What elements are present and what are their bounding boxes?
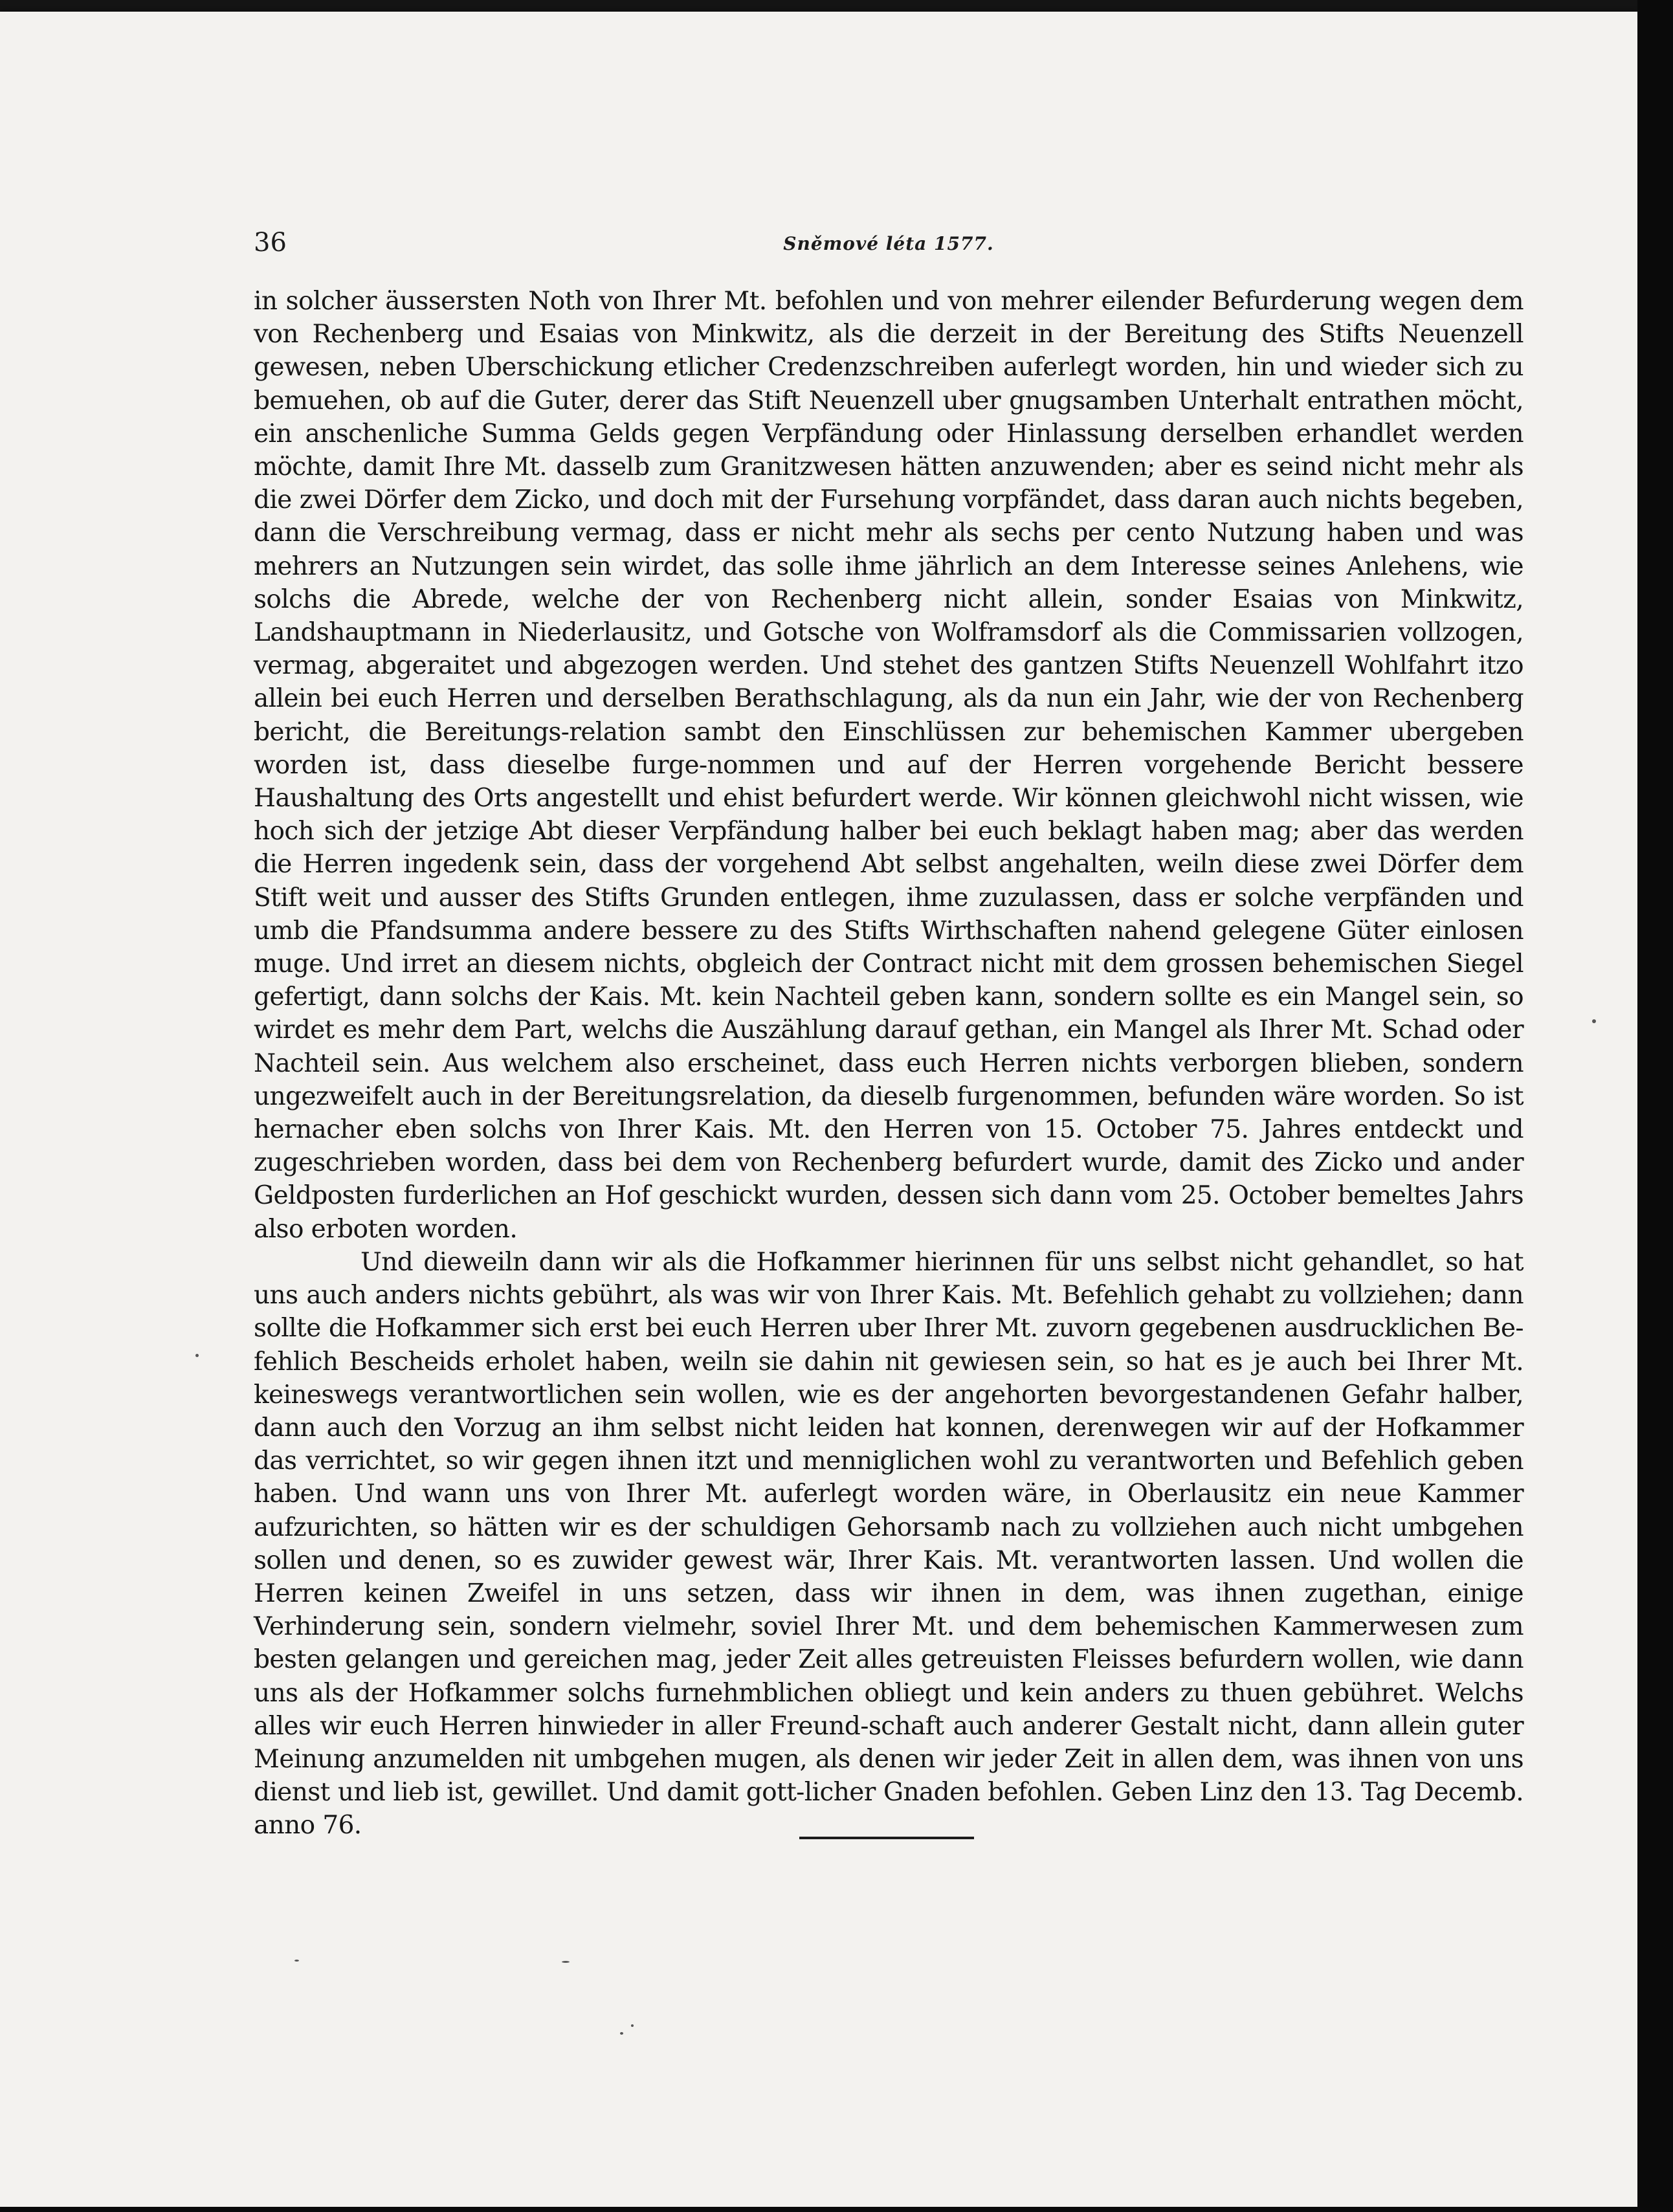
scan-border-bottom [0,2207,1673,2212]
dust-speck [195,1354,199,1357]
dust-speck [294,1960,299,1962]
body-text [254,285,1523,1842]
dust-speck [631,2024,634,2027]
paragraph-2: Und dieweiln dann wir als die Hofkammer hierinnen für uns selbst nicht gehandlet, so hat uns auch anders nichts gebührt, als was wir von Ihrer Kais. Mt. Befehlich gehabt zu vollziehen; dann sollte die Hofkammer sich erst bei euch Herren uber Ihrer Mt. zuvorn gegebenen ausdrucklichen Be-fehlich Bescheids erholet haben, weiln sie dahin nit gewiesen sein, so hat es je auch bei Ihrer Mt. keineswegs verantwortlichen sein wollen, wie es der angehorten bevorgestandenen Gefahr halber, dann auch den Vorzug an ihm selbst nicht leiden hat konnen, derenwegen wir auf der Hofkammer das verrichtet, so wir gegen ihnen itzt und menniglichen wohl zu verantworten und Befehlich geben haben. Und wann uns von Ihrer Mt. auferlegt worden wäre, in Oberlausitz ein neue Kammer aufzurichten, so hätten wir es der schuldigen Gehorsamb nach zu vollziehen auch nicht umbgehen sollen und denen, so es zuwider gewest wär, Ihrer Kais. Mt. verantworten lassen. Und wollen die Herren keinen Zweifel in uns setzen, dass wir ihnen in dem, was ihnen zugethan, einige Verhinderung sein, sondern vielmehr, soviel Ihrer Mt. und dem behemischen Kammerwesen zum besten gelangen und gereichen mag, jeder Zeit alles getreuisten Fleisses befurdern wollen, wie dann uns als der Hofkammer solchs furnehmblichen obliegt und kein anders zu thuen gebühret. Welchs alles wir euch Herren hinwieder in aller Freund-schaft auch anderer Gestalt nicht, dann allein guter Meinung anzumelden nit umbgehen mugen, als denen wir jeder Zeit in allen dem, was ihnen von uns dienst und lieb ist, gewillet. Und damit gott-licher Gnaden befohlen. Geben Linz den 13. Tag Decemb. anno 76. [254,1247,1523,1841]
closing-rule [799,1837,974,1839]
scan-border-right [1637,0,1673,2212]
dust-speck [562,1961,570,1963]
dust-speck [620,2032,623,2035]
page-header [254,227,1523,259]
running-title: Sněmové léta 1577. [783,233,994,254]
dust-speck [1592,1019,1596,1023]
page-number: 36 [254,228,287,258]
paragraph-1: in solcher äussersten Noth von Ihrer Mt. befohlen und von mehrer eilender Befurderung wegen dem von Rechenberg und Esaias von Minkwitz, als die derzeit in der Bereitung des Stifts Neuenzell gewesen, neben Uberschickung etlicher Credenzschreiben auferlegt worden, hin und wieder sich zu bemuehen, ob auf die Guter, derer das Stift Neuenzell uber gnugsamben Unterhalt entrathen möcht, ein anschenliche Summa Gelds gegen Verpfändung oder Hinlassung derselben erhandlet werden möchte, damit Ihre Mt. dasselb zum Granitzwesen hätten anzuwenden; aber es seind nicht mehr als die zwei Dörfer dem Zicko, und doch mit der Fursehung vorpfändet, dass daran auch nichts begeben, dann die Verschreibung vermag, dass er nicht mehr als sechs per cento Nutzung haben und was mehrers an Nutzungen sein wirdet, das solle ihme jährlich an dem Interesse seines Anlehens, wie solchs die Abrede, welche der von Rechenberg nicht allein, sonder Esaias von Minkwitz, Landshauptmann in Niederlausitz, und Gotsche von Wolframsdorf als die Commissarien vollzogen, vermag, abgeraitet und abgezogen werden. Und stehet des gantzen Stifts Neuenzell Wohlfahrt itzo allein bei euch Herren und derselben Berathschlagung, als da nun ein Jahr, wie der von Rechenberg bericht, die Bereitungs-relation sambt den Einschlüssen zur behemischen Kammer ubergeben worden ist, dass dieselbe furge-nommen und auf der Herren vorgehende Bericht bessere Haushaltung des Orts angestellt und ehist befurdert werde. Wir können gleichwohl nicht wissen, wie hoch sich der jetzige Abt dieser Verpfändung halber bei euch beklagt haben mag; aber das werden die Herren ingedenk sein, dass der vorgehend Abt selbst angehalten, weiln diese zwei Dörfer dem Stift weit und ausser des Stifts Grunden entlegen, ihme zuzulassen, dass er solche verpfänden und umb die Pfandsumma andere bessere zu des Stifts Wirthschaften nahend gelegene Güter einlosen muge. Und irret an diesem nichts, obgleich der Contract nicht mit dem grossen behemischen Siegel gefertigt, dann solchs der Kais. Mt. kein Nachteil geben kann, sondern sollte es ein Mangel sein, so wirdet es mehr dem Part, welchs die Auszählung darauf gethan, ein Mangel als Ihrer Mt. Schad oder Nachteil sein. Aus welchem also erscheinet, dass euch Herren nichts verborgen blieben, sondern ungezweifelt auch in der Bereitungsrelation, da dieselb furgenommen, befunden wäre worden. So ist hernacher eben solchs von Ihrer Kais. Mt. den Herren von 15. October 75. Jahres entdeckt und zugeschrieben worden, dass bei dem von Rechenberg befurdert wurde, damit des Zicko und ander Geldposten furderlichen an Hof geschickt wurden, dessen sich dann vom 25. October bemeltes Jahrs also erboten worden. [254,287,1523,1244]
